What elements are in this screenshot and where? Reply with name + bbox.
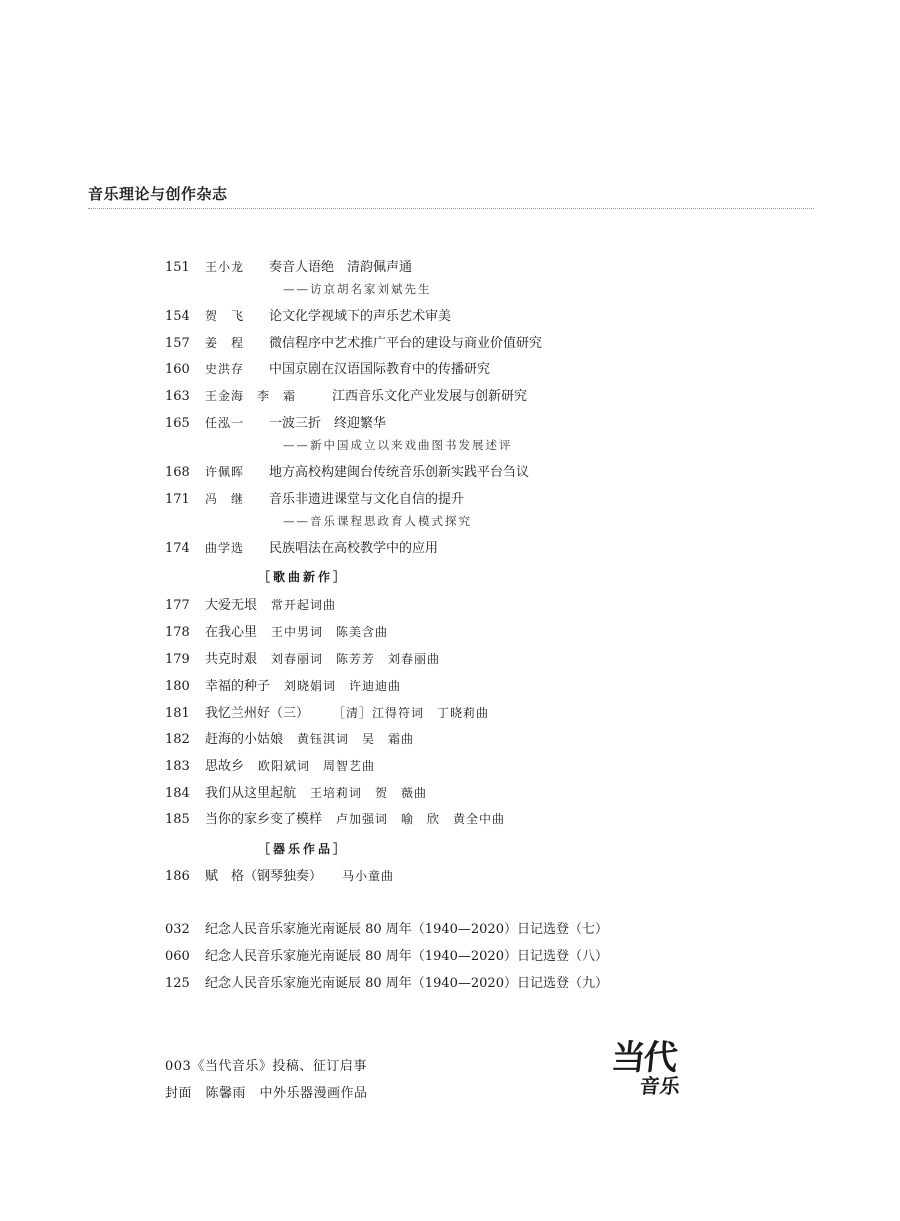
author: 曲学选: [205, 541, 245, 555]
toc-entry[interactable]: [165, 704, 489, 723]
song-credit: ［清］江得符词 丁晓莉曲: [339, 706, 490, 720]
page-number: 157: [165, 336, 190, 351]
toc-entry[interactable]: [165, 784, 427, 803]
toc-entry[interactable]: [165, 650, 440, 669]
logo-line-1: 当代: [609, 1038, 678, 1078]
page-number: 151: [165, 260, 190, 275]
logo-line-2: 音乐: [638, 1074, 682, 1098]
piece-credit: 马小童曲: [342, 869, 395, 883]
song-credit: 王培莉词 贺 薇曲: [310, 786, 428, 800]
article-subtitle: ——新中国成立以来戏曲图书发展述评: [283, 438, 513, 452]
song-title: 在我心里: [205, 625, 258, 640]
song-title: 幸福的种子: [205, 679, 271, 694]
song-title: 赶海的小姑娘: [205, 732, 284, 747]
toc-entry[interactable]: [165, 623, 388, 642]
section-heading-instrumental: ［器乐作品］: [258, 842, 349, 856]
author: 姜 程: [205, 336, 245, 350]
toc-entry[interactable]: [165, 921, 608, 939]
article-title: 论文化学视域下的声乐艺术审美: [269, 309, 452, 324]
page-number: 165: [165, 416, 190, 431]
page-number: 182: [165, 732, 190, 747]
toc-entry[interactable]: [165, 975, 608, 993]
page-number: 060: [165, 949, 190, 964]
diary-title: 纪念人民音乐家施光南诞辰 80 周年（1940—2020）日记选登（八）: [205, 949, 608, 964]
article-title: 中国京剧在汉语国际教育中的传播研究: [269, 362, 491, 377]
song-title: 思故乡: [205, 759, 245, 774]
article-subtitle: ——音乐课程思政育人模式探究: [283, 514, 472, 528]
toc-entry[interactable]: [165, 810, 505, 829]
author: 许佩晖: [205, 465, 245, 479]
page-number: 186: [165, 869, 190, 884]
article-title: 微信程序中艺术推广平台的建设与商业价值研究: [269, 336, 543, 351]
author: 王小龙: [205, 260, 245, 274]
page-number: 180: [165, 679, 190, 694]
article-title: 一波三折 终迎繁华: [269, 416, 387, 431]
page-number: 160: [165, 362, 190, 377]
author: 贺 飞: [205, 309, 245, 323]
article-subtitle: ——访京胡名家刘斌先生: [283, 282, 432, 296]
toc-entry[interactable]: [165, 387, 527, 406]
article-title: 奏音人语绝 清韵佩声通: [269, 260, 413, 275]
toc-entry[interactable]: [165, 948, 608, 966]
page-number: 183: [165, 759, 190, 774]
page-number: 178: [165, 625, 190, 640]
toc-entry[interactable]: [165, 539, 438, 558]
page-number: 177: [165, 598, 190, 613]
page-number: 174: [165, 541, 190, 556]
song-title: 大爱无垠: [205, 598, 258, 613]
article-title: 地方高校构建闽台传统音乐创新实践平台刍议: [269, 465, 530, 480]
song-title: 共克时艰: [205, 652, 258, 667]
author: 冯 继: [205, 492, 245, 506]
page-number: 154: [165, 309, 190, 324]
piece-title: 赋 格（钢琴独奏）: [205, 869, 323, 884]
author: 史洪存: [205, 362, 245, 376]
toc-entry[interactable]: [165, 757, 375, 776]
song-credit: 黄钰淇词 吴 霜曲: [297, 732, 415, 746]
page-number: 163: [165, 389, 190, 404]
page-number: 185: [165, 812, 190, 827]
toc-entry[interactable]: [165, 414, 386, 433]
submission-notice[interactable]: 003《当代音乐》投稿、征订启事: [165, 1059, 367, 1074]
toc-entry[interactable]: [165, 258, 412, 277]
toc-entry[interactable]: [165, 730, 414, 749]
toc-entry[interactable]: [165, 463, 529, 482]
page-number: 181: [165, 706, 190, 721]
journal-logo: [609, 1030, 702, 1100]
author: 王金海 李 霜: [205, 389, 297, 403]
article-title: 民族唱法在高校教学中的应用: [269, 541, 439, 556]
author: 任泓一: [205, 416, 245, 430]
toc-entry[interactable]: [165, 677, 401, 696]
article-title: 江西音乐文化产业发展与创新研究: [332, 389, 528, 404]
song-credit: 王中男词 陈美含曲: [271, 625, 389, 639]
page-number: 171: [165, 492, 190, 507]
song-title: 当你的家乡变了模样: [205, 812, 323, 827]
section-heading-songs: ［歌曲新作］: [258, 570, 349, 584]
cover-credit: 封面 陈馨雨 中外乐器漫画作品: [165, 1086, 368, 1101]
article-title: 音乐非遗进课堂与文化自信的提升: [269, 492, 465, 507]
page-number: 125: [165, 976, 190, 991]
header-divider: [88, 208, 814, 209]
page-number: 168: [165, 465, 190, 480]
toc-entry[interactable]: [165, 334, 542, 353]
song-credit: 刘春丽词 陈芳芳 刘春丽曲: [271, 652, 441, 666]
song-credit: 刘晓娟词 许迪迪曲: [284, 679, 402, 693]
page-number: 184: [165, 786, 190, 801]
song-credit: 欧阳斌词 周智艺曲: [258, 759, 376, 773]
song-credit: 卢加强词 喻 欣 黄全中曲: [336, 812, 506, 826]
diary-title: 纪念人民音乐家施光南诞辰 80 周年（1940—2020）日记选登（七）: [205, 922, 608, 937]
toc-entry[interactable]: [165, 360, 490, 379]
journal-header-title: 音乐理论与创作杂志: [88, 185, 228, 203]
toc-entry[interactable]: [165, 596, 336, 615]
toc-entry[interactable]: [165, 867, 394, 886]
page-number: 179: [165, 652, 190, 667]
song-title: 我们从这里起航: [205, 786, 297, 801]
song-title: 我忆兰州好（三）: [205, 706, 310, 721]
page-number: 032: [165, 922, 190, 937]
diary-title: 纪念人民音乐家施光南诞辰 80 周年（1940—2020）日记选登（九）: [205, 976, 608, 991]
toc-entry[interactable]: [165, 307, 451, 326]
toc-entry[interactable]: [165, 490, 464, 509]
song-credit: 常开起词曲: [271, 598, 337, 612]
